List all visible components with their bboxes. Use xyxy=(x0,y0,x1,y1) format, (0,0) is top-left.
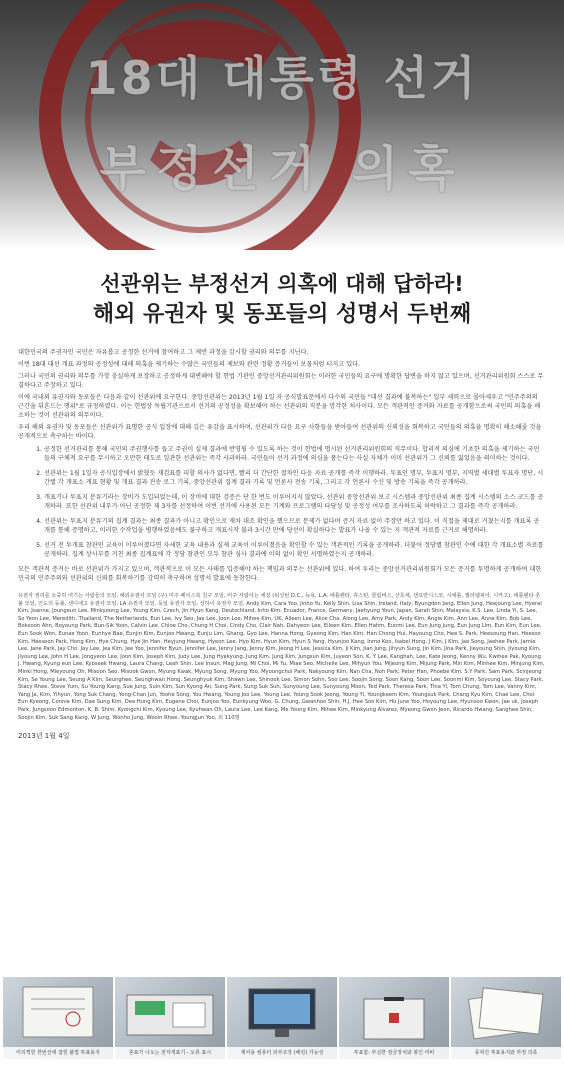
photo-caption: 뭉쳐진 투표용지와 부정 의혹 xyxy=(451,1047,561,1059)
ballot-box-icon xyxy=(339,977,449,1047)
statement-body xyxy=(18,348,545,744)
hero-title-line1: 18대 대통령 선거 xyxy=(85,51,479,105)
ballot-photo-icon xyxy=(3,977,113,1047)
demand-item: 2. 선관위는 1월 1일자 공식입장에서 밝혔듯 재검표를 피할 의사가 없다면, 빨리 더 간단한 절차인 다음 자료 공개를 즉각 이행하라. 투표인 명부, 투표지 명부, 지역별 세대별 투표자 명단, 시간별 각 개표소 개표 현황 및 개표 결과 전송 로그 기록, 중앙선관위 집계 결과 기록 및 언론사 전송 기록, 그리고 각 언론사 수신 및 방송 기록을 즉각 공개하라. xyxy=(44,469,545,487)
headline-primary: 선관위는 부정선거 의혹에 대해 답하라! xyxy=(100,272,464,296)
demand-item: 3. 개표기나 투표지 분류기라는 장비가 도입되었는데, 이 장비에 대한 검증은 단 한 번도 이루어지지 않았다. 선관위 중앙선관위 보고 시스템과 중앙선관위 최종 집계 시스템의 소스 코드를 공개하라. 또한 선관위 내부가 아닌 공정한 제 3자를 선정하여 이번 선거에 사용된 모든 기계와 프로그램의 타당성 및 공정성 여부를 조사하도록 허락하고 그 결과를 즉각 공개하라. xyxy=(44,493,545,511)
statement-date: 2013년 1월 4일 xyxy=(18,732,70,741)
ballot-stack-icon xyxy=(451,977,561,1047)
evidence-photo xyxy=(339,977,449,1059)
evidence-photo xyxy=(3,977,113,1059)
photo-caption: 제어용 컴퓨터 외부조작 (해킹) 가능성 xyxy=(227,1047,337,1059)
intro-paragraph: 이번 18대 대선 개표 과정의 공정성에 대해 의혹을 제기하는 수많은 국민들의 제보와 관련 정황 증거들이 보물처럼 터지고 있다. xyxy=(18,361,361,368)
intro-paragraph: 우리 해외 유권자 및 동포들은 선관위가 표명한 공식 입장에 대해 깊은 유감을 표시하며, 선관위가 다음 요구 사항들을 받아들여 선관위의 신뢰성을 회복하고 국민들의 의혹을 명확히 해소해줄 것을 공개적으로 촉구하는 바이다. xyxy=(18,424,542,440)
demand-item: 4. 선관위는 투표지 분류기의 집계 결과는 최종 결과가 아니고 확인으로 재차 대조 확인을 했으므로 문제가 없다며 증거 자료 없이 주장만 하고 있다. 이 직접을 제대로 거쳤는지를 개표록 공개를 통해 증명하고, 이러한 수작업을 병행하였음에도 불구하고 개표시작 불과 3시간 만에 당선이 확실하다는 발표가 나올 수 있는 지 객관적 자료를 근거로 해명하라. xyxy=(44,517,545,535)
intro-paragraph: 이에 국내외 유권자와 동포들은 다음과 같이 선관위에 요구한다. 중앙선관위는 2013년 1월 1일 자 공식발표문에서 다수의 국민들 "대선 결과에 불복하는" 일부 세력으로 몰아세우고 "민주주의의 근간을 뒤흔드는 행위"로 규정하였다. 이는 헌법상 독립기관으로서 선거의 공정성을 확보해야 하는 선관위의 직분을 망각한 처사이다. 모든 객관적인 증거와 자료를 공개함으로써 국민의 의혹을 해소하는 것이 선관위의 의무이다. xyxy=(18,394,541,419)
intro-paragraph: 그러나 국민의 권리와 의무를 가장 충실하게 보장하고 공정하게 대변해야 할 헌법 기관인 중앙선거관리위원회는 이러한 국민들의 요구에 명확한 답변을 하지 않고 있으며, 선거관리위원회 스스로 무결하다고 주장하고 있다. xyxy=(18,373,544,389)
participant-list: 유권자 권리를 소중히 여기는 사람들의 모임, 해외유권자 모임 (구) 미주 페이스북 친구 모임, 미주 사람사는 세상 (워싱턴 D.C., 뉴욕, L.A. 애틀랜타, 휴스턴, 콜럼버스, 산호세, 샌프란시스코, 시애틀, 필라델피아, 시카고), 애틀랜타 촛불 모임, 인도의 등불, 샌디에고 유권자 모임, LA 유권자 모임, 독일 유권자 모임, 성하이 유권자 모임, Andy Kim, Cara Yoo, Jinho Yu, Kelly Shin, Lisa Shin, Ireland, Italy, Byungdon Jang, Ellen Jung, Heejoung Lee, Hyeral Kim, Joanne, Joungeun Lee, Minkyoung Lee, Young Kim, Czech, Jin Hyun Kang, Deutschland, Inho Kim, Ecuador, France, Germany, Jaehyung Youn, Japan, Sarah Shin, Malaysia, K.S. Lee, Linda Yi, S. Lee, So Yeon Lee, Meredith, Thailand, The Netherlands, Eun Lee, Ivy Seo, Jae Lee, Joon Lee, Mihee Kim, UK, Aileen Lee, Alice Cha, Along Lee, Amy Park, Andy Kim, Angie Kim, Ann Lee, Anne Kim, Bob Lee, Boksoon Ahn, Boyoung Park, Bun-Sik Yoon, Calvin Lee, Chloe Cho, Chung H Choi, Cindy Cho, Clair Nah, Dahyeon Lee, Eileen Kim, Ellen Hahm, Eunmi Lee, Eun Jung Jung, Eun Jung Lim, Eun Kim, Eun Lee, Eun Sook Won, Eunae Yoon, Eunhye Bae, Eunjin Kim, Eunjoo Hwang, Eunju Lim, Ghang, Gyo Lee, Hanna Hong, Gyeong Kim, Han Kim, Han Chong Hui, Hayoung Cho, Hee S. Park, Heesoung Han, Heesoo Kim, Heeseon Park, Hong Kim, Hye Chung, Hye Jin Han, Heyjung Hwang, Hyeon Lee, Hyo Kim, Hyun Kim, Hyun S Yang, Hyunjoo Kang, Inmo Koo, Isabel Hong, J Kim, J Kim, Jae Song, Jaehee Park, Jamie Lee, Jane Park, Jay Cho, Jay Lee, Jea Kim, Jee Yoo, Jennifer Byun, Jennifer Lee, Jenny Jang, Jenny Kim, Jeong H Lee, Jessica Kim, Ji Kim, Jian Jung, Jihyun Sung, Jin Kim, Jina Park, Jieyoung Shin, Jiyoung Kim, Jiyoung Lee, John H Lee, Jongyeon Lee, Joon Kim, Joseph Kim, Judy Lee, Jung Hyekyung, Jung Kim, Jung Kim, Jungsun Kim, Juyeon Son, K. Y Lee, Kanghah, Lee, Kate Jeong, Kenny Wu, Kwihee Pak, Kyoung J. Hwang, Kyung eun Lee, Kyoseek Hwang, Laura Chang, Leah Shin, Lee Insun, Mag Jung, Mi Choi, Mi Yu, Miae Seo, Michelle Lee, Mihyun You, Mijeong Kim, Mijung Park, Min Kim, Minhee Kim, Minjung Kim, Minki Hong, Mieyoung Oh, Misoon Seo, Misook Gwon, Myung Kwak, Myung Song, Myung Yoo, Myoungchul Park, Nakyoung Kim, Nan Cha, Noh Park, Peter Han, Phoebe Kim, S.Y Park, Sam Park, Scinjeong Kim, Se Young Lee, Seung A Kim, Seunghee, Seunghwan Hong, Seunghyuk Kim, Shawn Lee, Shinook Lee, Simon Sohn, Soo Lee, Soojin Song, Soon Kang, Soon Lee, Soonmi Kim, Soyoung Lee, Stacy Park, Stacy Rhee, Steve Yum, Su Young Kang, Sue Jung, Suin Kim, Sun Kyong An, Sung Park, Sung Suk Suh, Sunyoung Lee, Sunyoung Moon, Ted Park, Theresa Park, Tina Yi, Tom Chung, Tom Lee, Vanny Kim, Yang Ja, Kim, Yihyun, Yong Suk Chang, Yong-Chan Jun, Yoohe Song, You Hwang, Young Joo Lee, Young Lee, Young Sook Jeong, Young Yi, Youngkeem Kim, Youngsuk Park, Chang Kyu Kim, Chae Lee, Choi Eun Kyeong, Connie Kim, Dae Sung Kim, Dea Hung Kim, Eugene Choi, Eunjoo Yoo, Eunkyung Woo, G. Chung, Gwanhoo Shin, H.J. Hee Soo Kim, Ho June Yoo, Hoyoung Lee, Hyunsoo Kwon, Jae uk, Joseph Park, Jungsoon Edmonton, K. B. Shim, Kyongchi Kim, Kyoung Lee, Kyuhwan Oh, Laura Lee, Lee Kang, Me Young Kim, Mihee Kim, Minkyung Alvarez, Myeong Gwon Jeon, Ricardo Hwang, Sanghee Shin, Soojin Kim, Suk Sang Kang, W Jung, Wonho Jung, Wooin Rhee, Youngjun Yoo, 외 110명 xyxy=(18,593,545,721)
demand-item: 5. 선거 전 투개표 참관인 교육이 이루어졌다면 자세한 교육 내용과 실제 교육이 이루어졌음을 확인할 수 있는 객관적인 기록을 공개하라. 더불어 정당별 참관인 수에 대한 각 개표소별 자료를 공개하라. 집계 상사부를 거친 최종 집계표에 각 정당 참관인 모두 참관 심사 결과에 이의 없이 확인 서명하였는지 공개하라. xyxy=(44,541,545,559)
demand-list xyxy=(18,445,545,559)
intro-paragraph: 대한민국의 주권자인 국민은 자유롭고 공정한 선거에 참여하고 그 제반 과정을 감시할 권리와 의무를 지닌다. xyxy=(18,349,309,356)
photo-caption: 투표함: 부실한 잠금장치와 봉인 미비 xyxy=(339,1047,449,1059)
evidence-photo xyxy=(227,977,337,1059)
evidence-photo xyxy=(115,977,225,1059)
photo-caption: 혼표가 나오는 전자개표기 - 오류 표시 xyxy=(115,1047,225,1059)
computer-icon xyxy=(227,977,337,1047)
hero-banner xyxy=(0,0,564,250)
counting-machine-icon xyxy=(115,977,225,1047)
closing-paragraph: 모든 객관적 증거는 바로 선관위가 가지고 있으며, 객관적으로 이 모든 사태를 입증해야 하는 책임과 의무는 선관위에 있다. 하여 우리는 중앙선거관리위원회가 모든 증거를 투명하게 공개하여 대한민국의 민주주의와 선관위의 신뢰를 회복하기를 강력히 촉구하며 성명서 발표에 동참한다. xyxy=(18,566,542,582)
headline-secondary: 해외 유권자 및 동포들의 성명서 두번째 xyxy=(92,302,472,327)
demand-item: 1. 공정한 선거관리를 통해 국민의 주권행사를 돕고 주권이 실제 결과에 반영될 수 있도록 하는 것이 헌법에 명시된 선거관리위원회의 직무이다. 합리적 의심에 기초한 의혹을 제기하는 국민들의 구체적 요구를 무시하고 오만한 태도로 일관한 선관위는 즉각 사과하라. 국민들이 선거 과정에 의심을 품는다는 사실 자체가 이미 선관위가 그 신뢰를 잃었음을 의미하는 것이다. xyxy=(44,445,545,463)
photo-caption: 미리찍힌 한번선에 접힌 불법 투표용지 xyxy=(3,1047,113,1059)
official-seal-watermark xyxy=(0,0,564,250)
evidence-photo-strip xyxy=(3,977,561,1059)
evidence-photo xyxy=(451,977,561,1059)
hero-title-line2: 부정선거 의혹 xyxy=(99,141,465,197)
